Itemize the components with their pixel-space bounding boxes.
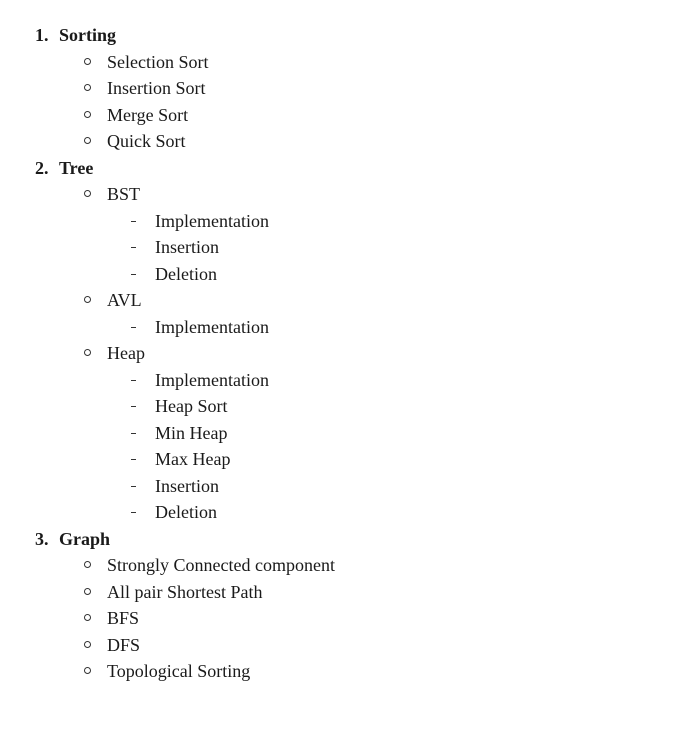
- sub-list-item: [0, 261, 692, 288]
- section-number: 3.: [35, 528, 49, 549]
- list-item-label: AVL: [107, 290, 142, 310]
- list-item-label: Heap: [107, 343, 145, 363]
- section-title: Graph: [59, 528, 111, 549]
- hollow-circle-icon: [84, 588, 91, 595]
- dash-icon: [131, 274, 136, 275]
- list-item-label: Topological Sorting: [107, 661, 251, 681]
- sub-list-item-label: Insertion: [155, 237, 219, 257]
- list-item: [0, 287, 692, 314]
- sub-list-item-label: Deletion: [155, 263, 217, 284]
- list-item-label: Insertion Sort: [107, 78, 206, 98]
- dash-icon: [131, 221, 136, 222]
- sub-list-item-label: Implementation: [155, 210, 269, 231]
- dash-icon: [131, 459, 136, 460]
- list-item-label: BFS: [107, 608, 140, 628]
- section-heading: [0, 22, 692, 49]
- sub-list-item: [0, 234, 692, 261]
- list-item-label: Merge Sort: [107, 104, 189, 125]
- sub-list-item-label: Heap Sort: [155, 396, 228, 416]
- section-number: 1.: [35, 25, 49, 45]
- list-item-label: All pair Shortest Path: [107, 581, 263, 602]
- hollow-circle-icon: [84, 190, 91, 197]
- hollow-circle-icon: [84, 349, 91, 356]
- section-heading: [0, 155, 692, 182]
- sub-list-item: [0, 393, 692, 420]
- list-item: [0, 632, 692, 659]
- hollow-circle-icon: [84, 111, 91, 118]
- list-item: [0, 181, 692, 208]
- sub-list-item: [0, 367, 692, 394]
- list-item: [0, 340, 692, 367]
- list-item: [0, 102, 692, 129]
- section-number: 2.: [35, 157, 49, 178]
- sub-list-item: [0, 499, 692, 526]
- sub-list-item-label: Max Heap: [155, 449, 231, 469]
- sub-list-item: [0, 208, 692, 235]
- sub-list-item-label: Min Heap: [155, 422, 228, 443]
- sub-list-item-label: Implementation: [155, 369, 269, 390]
- sub-list-item: [0, 473, 692, 500]
- list-item: [0, 49, 692, 76]
- list-item: [0, 75, 692, 102]
- list-item: [0, 579, 692, 606]
- hollow-circle-icon: [84, 561, 91, 568]
- sub-list-item-label: Deletion: [155, 502, 217, 522]
- sub-list-item-label: Insertion: [155, 475, 219, 496]
- dash-icon: [131, 327, 136, 328]
- hollow-circle-icon: [84, 614, 91, 621]
- dash-icon: [131, 486, 136, 487]
- list-item-label: BST: [107, 184, 141, 204]
- sub-list-item-label: Implementation: [155, 316, 269, 337]
- list-item-label: Strongly Connected component: [107, 555, 335, 575]
- list-item: [0, 552, 692, 579]
- list-item: [0, 605, 692, 632]
- dash-icon: [131, 512, 136, 513]
- topic-outline: [0, 22, 692, 685]
- section-title: Sorting: [59, 25, 117, 45]
- list-item-label: DFS: [107, 634, 141, 655]
- section-heading: [0, 526, 692, 553]
- hollow-circle-icon: [84, 641, 91, 648]
- dash-icon: [131, 247, 136, 248]
- sub-list-item: [0, 314, 692, 341]
- list-item-label: Selection Sort: [107, 51, 209, 72]
- hollow-circle-icon: [84, 84, 91, 91]
- hollow-circle-icon: [84, 58, 91, 65]
- hollow-circle-icon: [84, 137, 91, 144]
- hollow-circle-icon: [84, 667, 91, 674]
- dash-icon: [131, 380, 136, 381]
- dash-icon: [131, 433, 136, 434]
- list-item: [0, 658, 692, 685]
- sub-list-item: [0, 446, 692, 473]
- list-item: [0, 128, 692, 155]
- section-title: Tree: [59, 157, 94, 178]
- list-item-label: Quick Sort: [107, 131, 186, 151]
- dash-icon: [131, 406, 136, 407]
- sub-list-item: [0, 420, 692, 447]
- hollow-circle-icon: [84, 296, 91, 303]
